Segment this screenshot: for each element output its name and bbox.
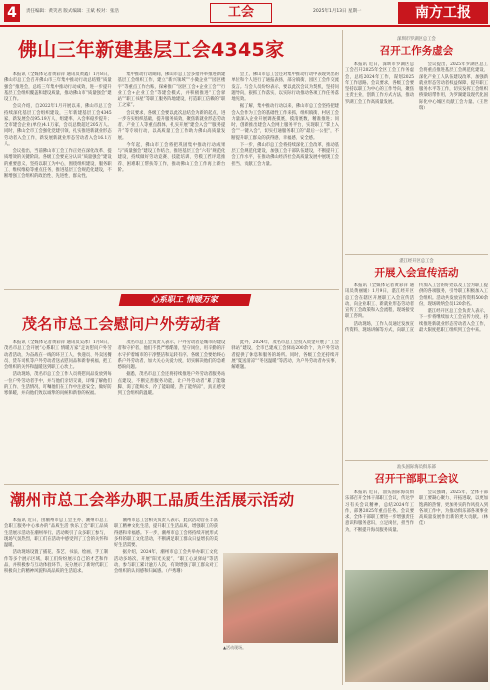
chaozhou-article-body (4, 518, 218, 686)
paragraph: 会议指出，当前佛山市工会工作正处在深化改革、提质增效的关键阶段。各级工会要充分认识“质量强会”建设的重要意义，坚持以职工为中心，围绕组织建设、服务职工、维权维稳等重点任务，推进基层工会规范化建设，不断增强工会组织的政治性、先进性、群众性。 (4, 149, 112, 180)
issue-date: 2025年1月13日 星期一 (313, 9, 362, 14)
paragraph: 本报讯（全媒体记者黄彩萍 通讯员黄鑫）1月8日，佛山市总工会召开佛山市三年集中推动行动总结暨“质量强会”推进会，总结三年集中推动行动成效，进一步提升基层工会组织覆盖和建设质量，推动佛山市“质量强会”建设工作。 (4, 72, 112, 103)
paragraph: 此外，2024年，茂名市总工会投入资金开展了“工会驿站”建设，全市已建成工会驿站200余个，为户外劳动者提供了休息和服务的场所。同时，各级工会还持续开展“夏送清凉”“冬送温暖”等活动，为户外劳动者办实事、解难题。 (231, 340, 339, 371)
event-photo (223, 553, 338, 643)
sidebar-item3-title: 召开干部职工会议 (374, 473, 459, 485)
maoming-headline: 茂名市总工会慰问户外劳动者 (22, 315, 221, 333)
paragraph: 据悉，茂名市总工会还将持续推进户外劳动者服务站点建设，不断完善服务功能，让户外劳动者“累了能歇脚、渴了能喝水、冷了能取暖、热了能纳凉”，真正感受到工会组织的温暖。 (117, 372, 226, 397)
column-divider (342, 30, 343, 685)
divider (4, 289, 339, 290)
paragraph: 潮州市总工会相关负责人表示，此次活动旨在丰富职工精神文化生活，提升职工生活品质，增强职工的获得感和幸福感。下一步，潮州市总工会将持续开展形式多样的职工文化活动，不断满足职工群众日益增长的美好生活需要。 (114, 518, 218, 549)
paragraph: 茂名市总工会负责人表示，户外劳动者是城市的建设者和守护者，他们不畏严寒酷暑，坚守岗位，用辛勤的汗水守护着城市的干净整洁和运转有序。各级工会要始终心系户外劳动者，加大关心关爱力度，切实解决他们的急难愁盼问题。 (117, 340, 226, 371)
meeting-photo (345, 570, 488, 682)
divider (345, 254, 488, 255)
paragraph: 下一步，佛山市总工会将持续深化工会改革，推动基层工会规范化建设，加强工会干部队伍建设，不断提升工会工作水平，在推动佛山经济社会高质量发展中展现工会担当、贡献工会力量。 (231, 142, 339, 167)
paragraph: 会上，佛山市总工会还对集中推动行动中表现突出的单位和个人进行了通报表扬，部分镇街、园区工会作交流发言。与会人员纷纷表示，要以此次会议为契机，坚持问题导向，狠抓工作落实，以实际行动推动各项工作任务落地见效。 (231, 72, 339, 103)
paragraph: 今年起，佛山市工会将把巩固集中推动行动成果与“质量强会”建设工作结合，推进基层工会“六有”规范化建设，持续做好劳动竞赛、技能培训、劳模工匠评选推荐、困难职工帮扶等工作，推动佛山工会工作再上新台阶。 (117, 142, 226, 174)
newspaper-logo: 南方工报 (398, 2, 488, 24)
sidebar-item3-body (345, 490, 488, 568)
paragraph: 活动现场，工作人员通过发放宣传资料、现场讲解等方式，向职工宣传加入工会的好处以及工会为职工提供的各项服务，引导职工积极加入工会组织。活动共发放宣传资料500余份，现场吸纳会员120余名。 (345, 283, 488, 333)
main-headline: 佛山三年新建基层工会4345家 (18, 39, 285, 61)
sidebar-item2-body (345, 283, 488, 455)
sidebar-item2-title: 开展入会宣传活动 (374, 267, 459, 279)
sidebar-item1-body (345, 62, 488, 252)
paragraph: 会议介绍，自2022年1月开展以来，佛山市总工会持续深化基层工会组织建设，三年新建基层工会4345家，新发展会员95.19万人，组建率、入会率稳步提升；全市建会企业(单位)4.1万家，会员总数超过205万人。同时，佛山全市工会强化党建引领，扎实推进新就业形态劳动者入会工作，新发展新就业形态劳动者入会16.1万人。 (4, 104, 112, 148)
paragraph: 会议要求，各级工会要以此次总结会为新的起点，进一步夯实组织基础，提升服务质效，聚焦新就业形态劳动者、产业工人等重点群体，扎实开展“建会入会”“服务提升”等专项行动，以高质量工会工作助力佛山高质量发展。 (117, 110, 226, 141)
maoming-article-body (4, 340, 339, 480)
paragraph: 集中推动行动期间，佛山市总工会多措并举推进新建基层工会组织工作，建立“新兴领域”“小微企业”“园区楼宇”等重点工作台账，探索推广“园区工会+企业工会”“行业工会+企业工会”等建会模式，并积极推进“工会驿站”“职工书屋”等职工服务阵地建设，打造职工信赖的“职工之家”。 (117, 72, 226, 109)
paragraph: 活动现场，茂名市总工会工作人员将慰问品发放到每一位户外劳动者手中，并与他们亲切交谈，详细了解他们的工作、生活情况，叮嘱他们在工作中注意安全，做好防寒保暖，并向他们致以诚挚的问候和新春的祝福。 (4, 372, 112, 397)
sidebar-item3-subtitle: 汕头国际海员俱乐部 (397, 465, 436, 470)
header-rule (0, 25, 490, 27)
paragraph: 本报讯 近日，汕头国际海员俱乐部召开全体干部职工会议，传达学习有关会议精神，总结2024年工作，部署2025年重点任务。会议要求，全体干部职工要进一步增强责任意识和服务意识，立足岗位，担当作为，不断提升海员服务质量。 (345, 490, 414, 533)
paragraph: 本报讯 近日，由潮州市总工会主办、潮州市总工会职工服务中心承办的“品质生活 快乐工会”职工品质生活展示活动在潮州举行。活动吸引了众多职工参与，现场气氛热烈，职工们在活动中感受到了工会的关怀和温暖。 (4, 518, 108, 549)
sidebar-item2-subtitle: 湛江经开区总工会 (399, 259, 434, 264)
sidebar-item1-title: 召开工作务虚会 (379, 45, 454, 57)
chaozhou-headline: 潮州市总工会举办职工品质生活展示活动 (10, 491, 295, 509)
column-banner: 心系职工 情暖万家 (119, 294, 252, 306)
paragraph: 本报讯（全媒体记者黄彩萍 通讯员吴冰）1月8日，茂名市总工会开展“心系职工 情暖万家”走访慰问户外劳动者活动，为奋战在一线的环卫工人、快递员、外卖送餐员、货车司机等户外劳动者送去慰问品和新春祝福，把工会组织的关怀和温暖送到职工心坎上。 (4, 340, 112, 371)
divider (4, 484, 339, 485)
divider (345, 460, 488, 461)
main-article-body (4, 72, 339, 287)
paragraph: 会议强调，2025年，全体干部职工要凝心聚力、开拓进取，以更加饱满的热情、更加务实的作风投入到各项工作中，为推动俱乐部各项事业高质量发展作出新的更大贡献。（林佳） (419, 490, 488, 527)
sidebar-item1-subtitle: 深圳市罗湖区总工会 (397, 37, 436, 42)
paragraph: 本报讯 近日，深圳市罗湖区总工会召开2025年全区工会工作务虚会，总结2024年工作，谋划2025年工作思路。会议要求，各级工会要坚持以职工为中心的工作导向，聚焦主责主业，创新工作方式方法，推动罗湖工会工作高质量发展。 (345, 62, 414, 105)
paragraph: 会议提出，2025年罗湖区总工会将重点推进基层工会规范化建设、深化产业工人队伍建设改革、加强新就业形态劳动者权益保障、提升职工服务水平等工作，切实发挥工会组织桥梁纽带作用，为罗湖建设现代化国际化中心城区贡献工会力量。（王世瑞） (419, 62, 488, 112)
page-header (0, 0, 490, 34)
editor-credits: 责任编辑：黄笑君 版式编辑：王斌 校对：张浩 (26, 9, 119, 14)
paragraph: 据了解，集中推动行动以来，佛山市总工会坚持把建会入会作为工会的基础性工作来抓，组织镇街、村居工会力量深入企业开展调查摸底，摸清底数，精准推进；同时，创新推出建会入会网上服务平台，实现职工“掌上入会”“一键入会”，切实打通服务职工的“最后一公里”，不断提升职工群众的获得感、幸福感、安全感。 (231, 104, 339, 141)
paragraph: 湛江经开区总工会负责人表示，下一步将继续加大工会宣传力度，持续推进新就业形态劳动者入会工作，最大限度把职工组织到工会中来。 (419, 308, 488, 333)
section-label: 工会 (210, 3, 272, 23)
paragraph: 本报讯（全媒体记者黄彩萍 通讯员黄丽媛）1月9日，湛江经开区总工会在辖区开展职工入会宣传活动，向企业职工、新就业形态劳动者宣传工会政策和入会流程，现场接受职工咨询。 (345, 283, 414, 320)
photo-caption: ▲活动现场。 (223, 645, 247, 650)
paragraph: 活动现场设置了插花、茶艺、书法、绘画、手工制作等多个展示区域，职工们纷纷展示自己的才艺和作品，并积极参与互动体验环节，充分展示了新时代职工积极向上的精神风貌和高品质的生活追求。 (4, 550, 108, 575)
page-number: 4 (4, 4, 20, 22)
paragraph: 据介绍，2024年，潮州市总工会共举办职工文化活动多场次，开展“阳光关爱”、“职工心灵驿站”等活动，参与职工累计逾万人次，有效增强了职工群众对工会组织的认同感和归属感。（卢秀珊） (114, 550, 218, 575)
